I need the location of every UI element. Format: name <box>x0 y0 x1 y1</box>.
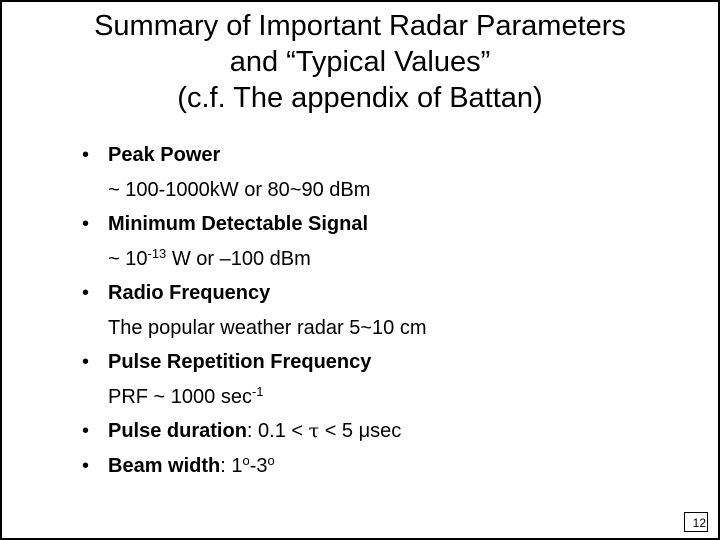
page-number: 12 <box>684 512 708 532</box>
bullet-label: Peak Power <box>108 144 221 166</box>
bullet-radio-frequency <box>80 276 427 345</box>
bullet-detail: ~ 100-1000kW or 80~90 dBm <box>108 178 371 201</box>
exponent: -1 <box>251 383 264 399</box>
bullet-pulse-duration <box>80 414 427 449</box>
bullet-detail: The popular weather radar 5~10 cm <box>108 316 427 339</box>
bullet-detail <box>108 242 427 277</box>
text-suffix: < 5 μsec <box>319 420 402 442</box>
bullet-list <box>80 138 427 483</box>
title-line-2: and “Typical Values” <box>229 46 491 78</box>
bullet-icon: • <box>82 454 90 477</box>
title-line-1: Summary of Important Radar Parameters <box>94 10 626 42</box>
bullet-detail <box>108 380 427 415</box>
degree-mark: o <box>242 452 250 468</box>
exponent: -13 <box>147 245 167 261</box>
title-line-3: (c.f. The appendix of Battan) <box>177 82 543 114</box>
bullet-pulse-repetition-frequency <box>80 345 427 414</box>
detail-suffix: W or –100 dBm <box>166 247 311 270</box>
bullet-icon: • <box>82 351 90 373</box>
bullet-icon: • <box>82 144 90 166</box>
bullet-peak-power <box>80 138 427 207</box>
bullet-icon: • <box>82 420 90 442</box>
bullet-line <box>108 414 427 449</box>
bullet-icon: • <box>82 213 90 235</box>
detail-prefix: PRF ~ 1000 sec <box>108 385 252 408</box>
bullet-label: Minimum Detectable Signal <box>108 213 369 235</box>
text-mid: -3 <box>249 454 268 477</box>
bullet-label: Radio Frequency <box>108 282 271 304</box>
slide-title <box>2 8 718 116</box>
degree-mark: o <box>267 452 275 468</box>
bullet-label: Pulse Repetition Frequency <box>108 351 372 373</box>
text-prefix: : 0.1 < <box>246 420 309 442</box>
text-prefix: : 1 <box>220 454 243 477</box>
bullet-minimum-detectable-signal <box>80 207 427 276</box>
bullet-label: Beam width <box>108 454 221 477</box>
bullet-beam-width <box>80 449 427 484</box>
bullet-line <box>108 449 427 484</box>
detail-prefix: ~ 10 <box>108 247 148 270</box>
bullet-icon: • <box>82 282 90 304</box>
tau-symbol: τ <box>308 420 320 442</box>
bullet-label: Pulse duration <box>108 420 247 442</box>
